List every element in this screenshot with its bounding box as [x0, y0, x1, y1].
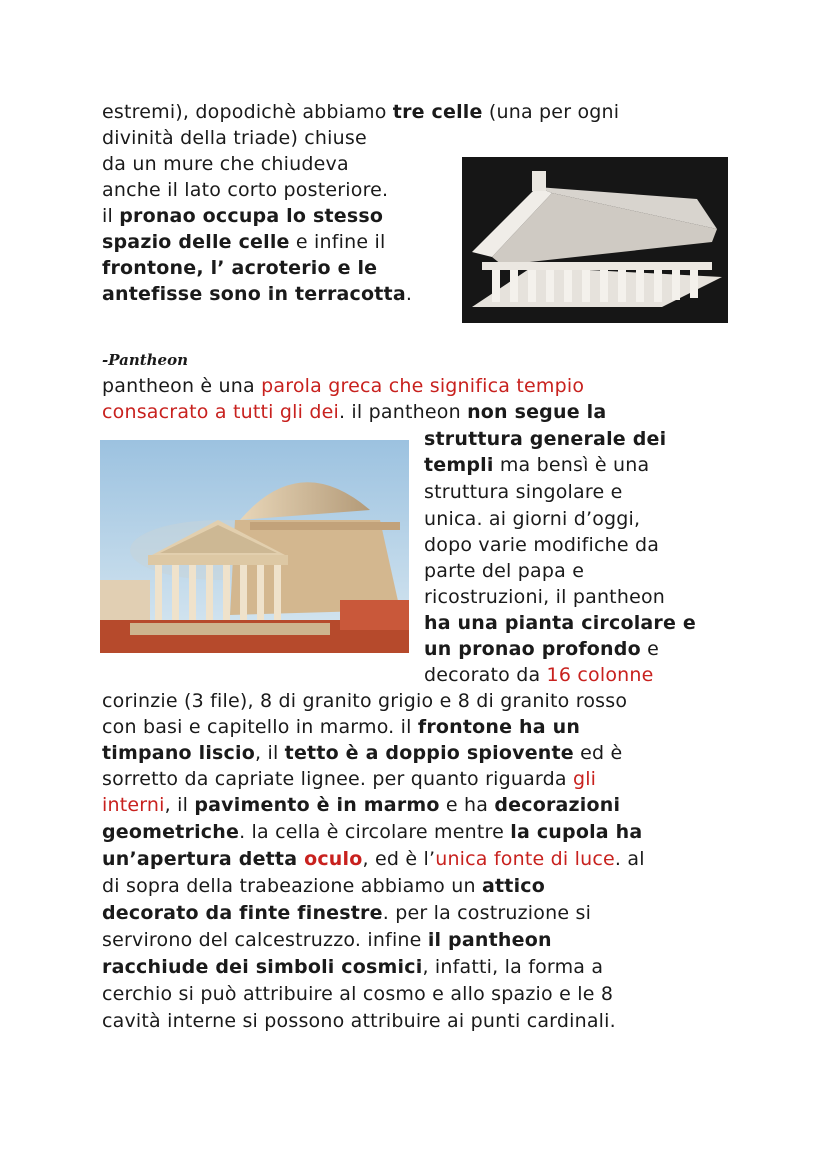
- pantheon-line-18: geometriche. la cella è circolare mentre la cupola ha: [102, 821, 643, 843]
- pantheon-line-8: parte del papa e: [424, 560, 585, 582]
- temple-line-3: da un mure che chiudeva: [102, 153, 349, 175]
- pantheon-line-1: pantheon è una parola greca che significa tempio: [102, 375, 585, 397]
- pantheon-line-9: ricostruzioni, il pantheon: [424, 586, 666, 608]
- pantheon-line-13: corinzie (3 file), 8 di granito grigio e 8 di granito rosso: [102, 690, 628, 712]
- pantheon-line-4: templi ma bensì è una: [424, 454, 650, 476]
- temple-line-7: frontone, l’ acroterio e le: [102, 257, 378, 279]
- pantheon-illustration-image: [100, 440, 409, 653]
- pantheon-line-21: decorato da finte finestre. per la costruzione si: [102, 902, 592, 924]
- pantheon-illustration-drawing: [100, 440, 409, 653]
- pantheon-line-2: consacrato a tutti gli dei. il pantheon non segue la: [102, 401, 607, 423]
- pantheon-line-12: decorato da 16 colonne: [424, 664, 654, 686]
- pantheon-line-23: racchiude dei simboli cosmici, infatti, la forma a: [102, 956, 604, 978]
- pantheon-line-22: servirono del calcestruzzo. infine il pantheon: [102, 929, 552, 951]
- pantheon-line-11: un pronao profondo e: [424, 638, 659, 660]
- temple-line-4: anche il lato corto posteriore.: [102, 179, 389, 201]
- pantheon-line-5: struttura singolare e: [424, 481, 623, 503]
- temple-line-6: spazio delle celle e infine il: [102, 231, 386, 253]
- pantheon-line-15: timpano liscio, il tetto è a doppio spiovente ed è: [102, 742, 623, 764]
- pantheon-line-3: struttura generale dei: [424, 428, 667, 450]
- pantheon-line-20: di sopra della trabeazione abbiamo un attico: [102, 875, 545, 897]
- pantheon-line-16: sorretto da capriate lignee. per quanto riguarda gli: [102, 768, 597, 790]
- temple-model-image: [462, 157, 728, 323]
- pantheon-heading: -Pantheon: [102, 351, 189, 369]
- pantheon-line-19: un’apertura detta oculo, ed è l’unica fonte di luce. al: [102, 848, 645, 870]
- pantheon-line-25: cavità interne si possono attribuire ai punti cardinali.: [102, 1010, 616, 1032]
- pantheon-line-14: con basi e capitello in marmo. il frontone ha un: [102, 716, 581, 738]
- temple-line-8: antefisse sono in terracotta.: [102, 283, 413, 305]
- pantheon-line-17: interni, il pavimento è in marmo e ha decorazioni: [102, 794, 621, 816]
- temple-line-2: divinità della triade) chiuse: [102, 127, 367, 149]
- temple-model-drawing: [462, 157, 728, 323]
- temple-line-1: estremi), dopodichè abbiamo tre celle (una per ogni: [102, 101, 620, 123]
- pantheon-line-7: dopo varie modifiche da: [424, 534, 660, 556]
- pantheon-line-6: unica. ai giorni d’oggi,: [424, 508, 641, 530]
- pantheon-line-24: cerchio si può attribuire al cosmo e allo spazio e le 8: [102, 983, 614, 1005]
- pantheon-line-10: ha una pianta circolare e: [424, 612, 696, 634]
- temple-line-5: il pronao occupa lo stesso: [102, 205, 384, 227]
